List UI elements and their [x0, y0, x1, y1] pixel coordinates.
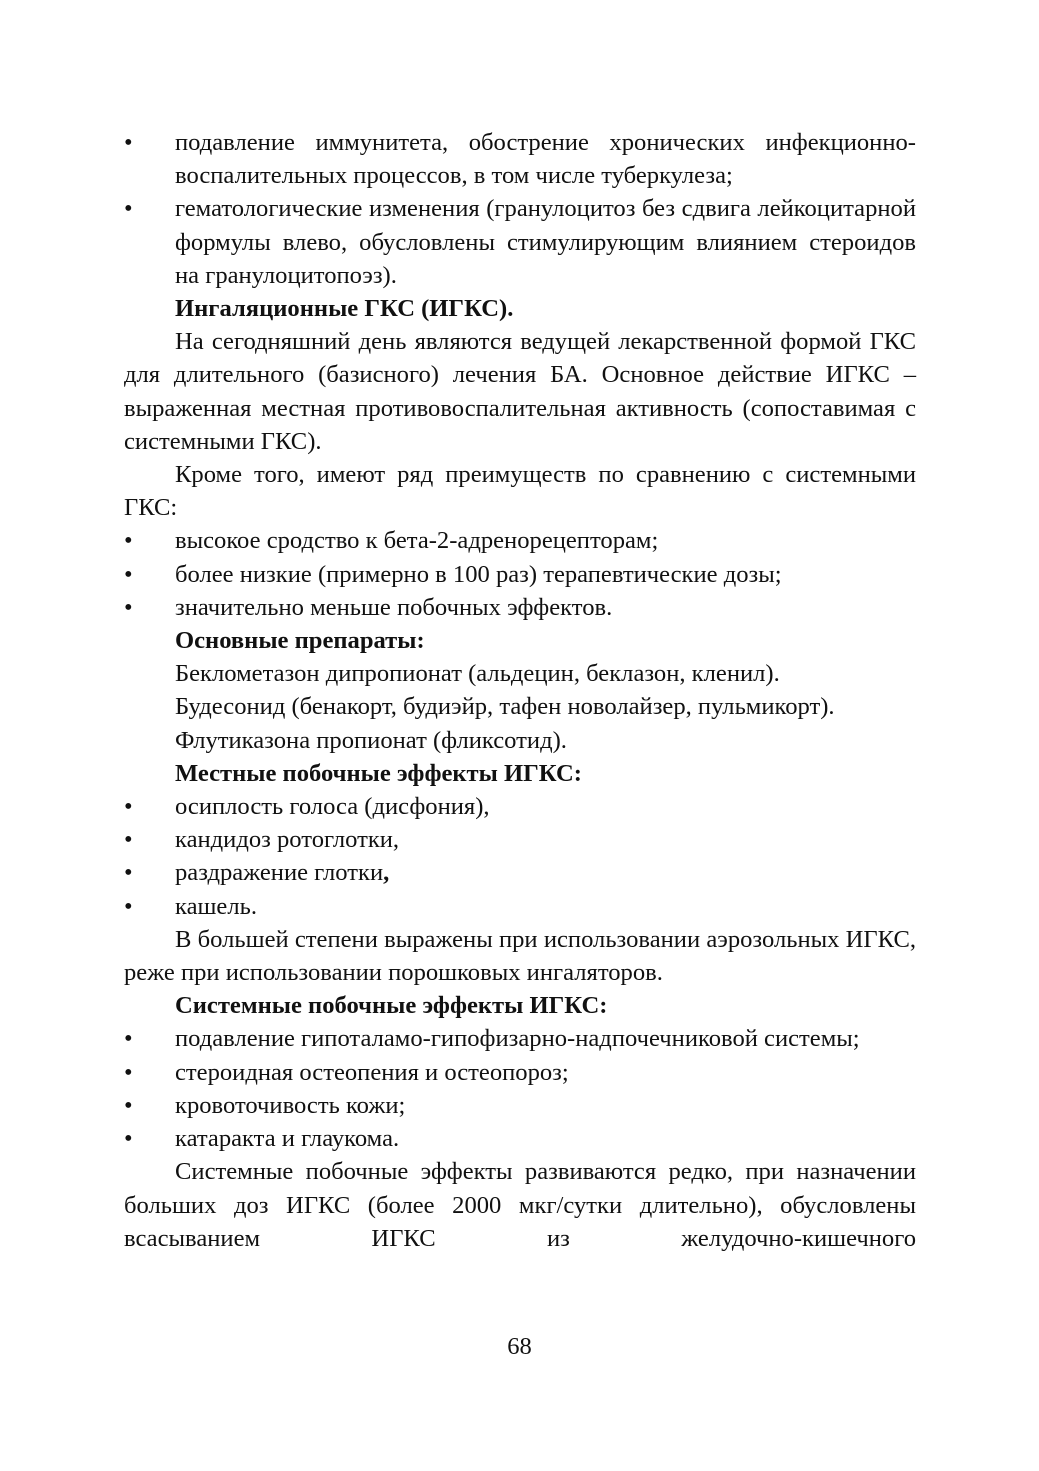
list-item: • подавление гипоталамо-гипофизарно-надпочечниковой системы; — [124, 1022, 916, 1055]
list-item-punctuation: , — [383, 859, 390, 887]
paragraph: Будесонид (бенакорт, будиэйр, тафен новолайзер, пульмикорт). — [175, 693, 835, 721]
list-item: • кашель. — [124, 890, 916, 923]
section-heading: Ингаляционные ГКС (ИГКС). — [175, 295, 514, 323]
list-item: • стероидная остеопения и остеопороз; — [124, 1056, 916, 1089]
list-item: • катаракта и глаукома. — [124, 1122, 916, 1155]
paragraph: Флутиказона пропионат (фликсотид). — [175, 726, 567, 754]
list-item: • значительно меньше побочных эффектов. — [124, 591, 916, 624]
paragraph: В большей степени выражены при использовании аэрозольных ИГКС, реже при использовании порошковых ингаляторов. — [124, 925, 916, 987]
page-number: 68 — [507, 1333, 532, 1360]
list-item: • гематологические изменения (гранулоцитоз без сдвига лейкоцитарной формулы влево, обусловлены стимулирующим влиянием стероидов на гранулоцитопоэз). — [124, 192, 916, 292]
paragraph: На сегодняшний день являются ведущей лекарственной формой ГКС для длительного (базисного) лечения БА. Основное действие ИГКС – выраженная местная противовоспалительная активность (сопоставимая с системными ГКС). — [124, 328, 916, 455]
list-item: • кандидоз ротоглотки, — [124, 823, 916, 856]
list-item: • осиплость голоса (дисфония), — [124, 790, 916, 823]
list-item-text: раздражение глотки — [175, 859, 384, 887]
section-heading: Системные побочные эффекты ИГКС: — [175, 992, 608, 1020]
section-heading: Местные побочные эффекты ИГКС: — [175, 759, 582, 787]
list-item: • подавление иммунитета, обострение хронических инфекционно-воспалительных процессов, в том числе туберкулеза; — [124, 126, 916, 192]
list-item — [124, 856, 916, 889]
paragraph: Беклометазон дипропионат (альдецин, беклазон, кленил). — [175, 660, 780, 688]
paragraph: Системные побочные эффекты развиваются редко, при назначении больших доз ИГКС (более 2000 мкг/сутки длительно), обусловлены всасыванием ИГКС из желудочно-кишечного — [124, 1158, 916, 1252]
paragraph: Кроме того, имеют ряд преимуществ по сравнению с системными ГКС: — [124, 461, 916, 522]
page-body — [124, 126, 916, 1255]
section-heading: Основные препараты: — [175, 627, 425, 655]
list-item: • высокое сродство к бета-2-адренорецепторам; — [124, 524, 916, 557]
list-item: • кровоточивость кожи; — [124, 1089, 916, 1122]
list-item: • более низкие (примерно в 100 раз) терапевтические дозы; — [124, 558, 916, 591]
